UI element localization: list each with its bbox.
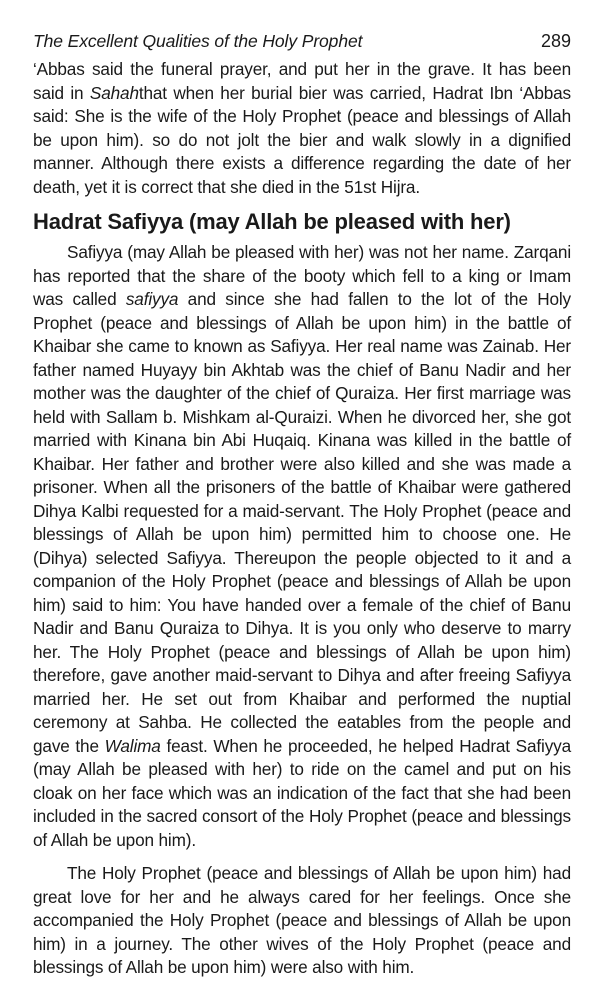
paragraph-text: The Holy Prophet (peace and blessings of Allah be upon him) had great love for her and he always cared for her feelings. Once she accompanied the Holy Prophet (peace and blessings of Allah be upon him) in a journey. The other wives of the Holy Prophet (peace and blessings of Allah be upon him) were also with him. (33, 863, 571, 977)
paragraph-text: ‘Abbas said the funeral prayer, and put her in the grave. It has been said in (33, 59, 571, 103)
book-page (33, 28, 571, 980)
section-heading: Hadrat Safiyya (may Allah be pleased with her) (33, 209, 511, 234)
paragraph-continued (33, 58, 571, 199)
italic-term: Sahah (89, 82, 139, 103)
paragraph-text: and since she had fallen to the lot of the Holy Prophet (peace and blessings of Allah be upon him) in the battle of Khaibar she came to known as Safiyya. Her real name was Zainab. Her father named Huyayy bin Akhtab was the chief of Banu Nadir and her mother was the daughter of the chief of Quraiza. Her first marriage was held with Sallam b. Mishkam al-Quraizi. When he divorced her, she got married with Kinana bin Abi Huqaiq. Kinana was killed in the battle of Khaibar. Her father and brother were also killed and she was made a prisoner. When all the prisoners of the battle of Khaibar were gathered Dihya Kalbi requested for a maid-servant. The Holy Prophet (peace and blessings of Allah be upon him) permitted him to choose one. He (Dihya) selected Safiyya. Thereupon the people objected to it and a companion of the Holy Prophet (peace and blessings of Allah be upon him) said to him: You have handed over a female of the chief of Banu Nadir and Banu Quraiza to Dihya. It is you only who deserve to marry her. The Holy Prophet (peace and blessings of Allah be upon him) therefore, gave another maid-servant to Dihya and after freeing Safiyya married her. He set out from Khaibar and performed the nuptial ceremony at Sahba. He collected the eatables from the people and gave the (33, 289, 571, 756)
paragraph-text: Safiyya (may Allah be pleased with her) was not her name. Zarqani has reported that the share of the booty which fell to a king or Imam was called (33, 242, 571, 309)
paragraph (33, 862, 571, 980)
paragraph-text: that when her burial bier was carried, Hadrat Ibn ‘Abbas said: She is the wife of the Holy Prophet (peace and blessings of Allah be upon him). so do not jolt the bier and walk slowly in a dignified manner. Although there exists a difference regarding the date of her death, yet it is correct that she died in the 51st Hijra. (33, 82, 571, 197)
italic-term: Walima (104, 735, 161, 756)
page-body (33, 58, 571, 980)
paragraph (33, 241, 571, 852)
running-header (33, 28, 571, 58)
italic-term: safiyya (125, 289, 179, 309)
running-title: The Excellent Qualities of the Holy Prophet (33, 31, 363, 51)
page-number: 289 (540, 31, 571, 51)
paragraph-text: feast. When he proceeded, he helped Hadrat Safiyya (may Allah be pleased with her) to ride on the camel and put on his cloak on her face which was an indication of the fact that she had been included in the sacred consort of the Holy Prophet (peace and blessings of Allah be upon him). (33, 735, 571, 850)
